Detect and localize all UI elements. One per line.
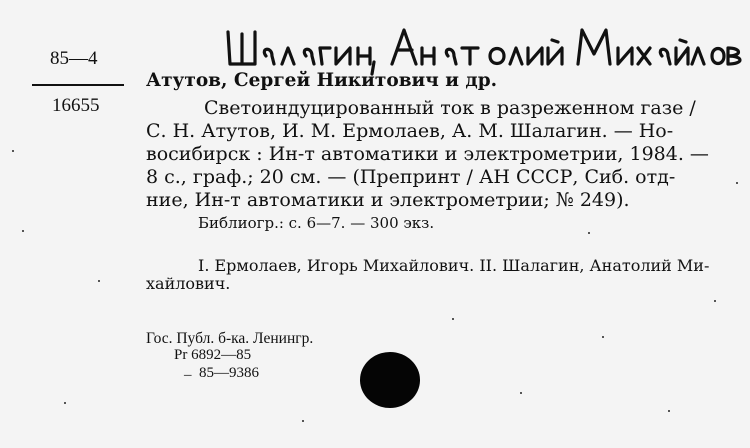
title-line-5: ние, Ин-т автоматики и электрометрии; № 249). bbox=[146, 189, 630, 211]
punch-hole bbox=[360, 352, 420, 408]
scan-speck bbox=[98, 280, 100, 282]
scan-speck bbox=[736, 182, 738, 184]
scan-speck bbox=[22, 230, 24, 232]
library-stamp: Гос. Публ. б-ка. Ленингр. bbox=[146, 330, 314, 347]
scan-speck bbox=[714, 300, 716, 302]
call-number-top: 85—4 bbox=[50, 48, 98, 69]
call-number-bottom: 16655 bbox=[52, 95, 100, 116]
scan-speck bbox=[668, 410, 670, 412]
scan-speck bbox=[452, 318, 454, 320]
bibliography-note: Библиогр.: с. 6—7. — 300 экз. bbox=[198, 214, 435, 232]
scan-speck bbox=[302, 420, 304, 422]
scan-speck bbox=[588, 232, 590, 234]
call-number-divider bbox=[32, 84, 124, 86]
scan-speck bbox=[602, 336, 604, 338]
author-heading: Атутов, Сергей Никитович и др. bbox=[146, 70, 498, 91]
title-line-4: 8 с., граф.; 20 см. — (Препринт / АН СССР, Сиб. отд- bbox=[146, 166, 676, 188]
title-line-3: восибирск : Ин-т автоматики и электрометрии, 1984. — bbox=[146, 143, 709, 165]
scan-speck bbox=[520, 392, 522, 394]
stamp-dash: – bbox=[184, 367, 192, 383]
title-line-2: С. Н. Атутов, И. М. Ермолаев, А. М. Шалагин. — Но- bbox=[146, 120, 674, 142]
stamp-number-1: Pr 6892—85 bbox=[174, 347, 252, 363]
stamp-number-2: 85—9386 bbox=[199, 365, 259, 381]
title-line-1: Светоиндуцированный ток в разреженном газе / bbox=[204, 97, 696, 119]
scan-speck bbox=[64, 402, 66, 404]
tracings-line-2: хайлович. bbox=[146, 274, 231, 293]
tracings-line-1: I. Ермолаев, Игорь Михайлович. II. Шалагин, Анатолий Ми- bbox=[198, 256, 710, 275]
scan-speck bbox=[12, 150, 14, 152]
